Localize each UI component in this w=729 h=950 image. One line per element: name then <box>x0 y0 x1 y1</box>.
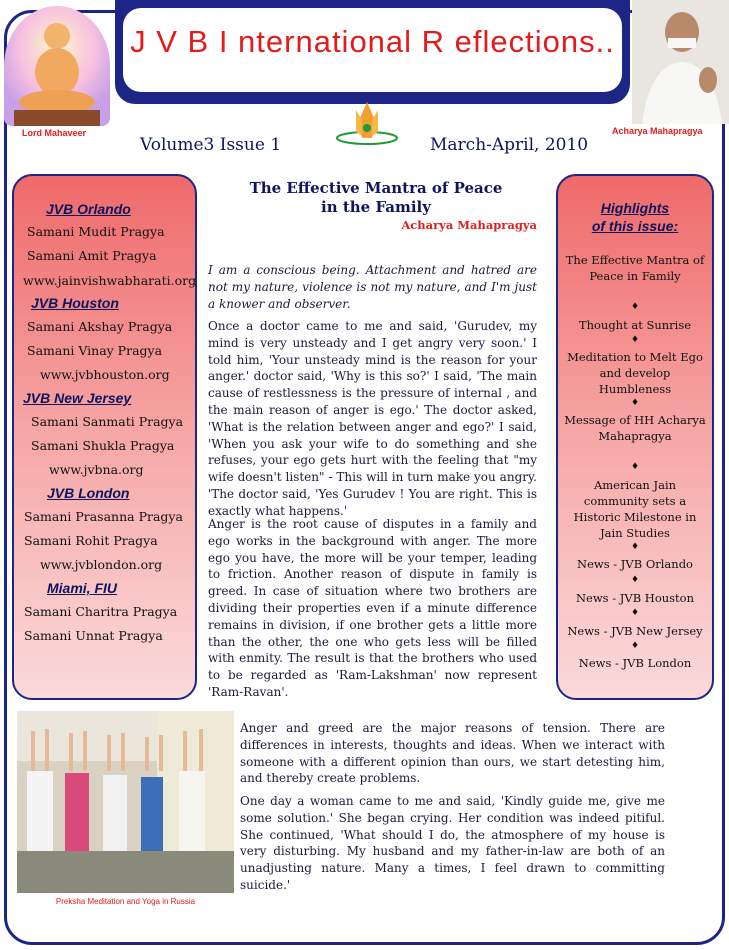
contact-line: Samani Sanmati Pragya <box>31 414 184 429</box>
orlando-heading: JVB Orlando <box>46 201 131 217</box>
article-intro: I am a conscious being. Attachment and hatred are not my nature, violence is not my nature, and I'm just a knower and observer. <box>208 263 537 311</box>
yoga-class-photo <box>17 711 234 893</box>
website-link[interactable]: www.jainvishwabharati.org <box>23 273 197 288</box>
highlight-item[interactable]: News - JVB London <box>578 656 692 670</box>
acharya-mahapragya-caption: Acharya Mahapragya <box>612 126 703 136</box>
contact-line: Samani Rohit Pragya <box>24 533 158 548</box>
website-link[interactable]: www.jvbna.org <box>49 462 144 477</box>
jvb-logo <box>334 96 400 154</box>
bullet-icon: ♦ <box>630 462 640 472</box>
london-heading: JVB London <box>47 485 130 501</box>
article-paragraph: Once a doctor came to me and said, 'Gurudev, my mind is very unsteady and I get angry very soon.' I told him, 'Your unsteady mind is the reason for your anger.' doctor said, 'Why is this so?' I said, 'The main cause of restlessness is the pressure of internal , and the main reason of anger is ego.' The doctor asked, 'What is the relation between anger and ego?' I said, 'When you ask your wife to do something and she refuses, your ego gets hurt with the feeling that "my wife doesn't listen" - This will in turn make you angry. 'The doctor said, 'Yes Gurudev ! You are right. This is exactly what happens.' <box>208 319 537 518</box>
highlight-item[interactable]: American Jain community sets a Historic Milestone in Jain Studies <box>573 478 697 540</box>
lord-mahaveer-caption: Lord Mahaveer <box>22 128 87 138</box>
highlights-subtitle: of this issue: <box>591 218 679 234</box>
bullet-icon: ♦ <box>630 641 640 651</box>
volume-issue: Volume3 Issue 1 <box>140 135 282 155</box>
highlight-item[interactable]: News - JVB Orlando <box>577 557 693 571</box>
miami-heading: Miami, FIU <box>47 580 118 596</box>
bullet-icon: ♦ <box>630 542 640 552</box>
article-title <box>206 179 546 217</box>
article-author: Acharya Mahapragya <box>401 218 537 232</box>
contact-line: Samani Shukla Pragya <box>31 438 175 453</box>
highlight-item[interactable]: Thought at Sunrise <box>578 318 692 332</box>
bullet-icon: ♦ <box>630 608 640 618</box>
bullet-icon: ♦ <box>630 575 640 585</box>
contact-line: Samani Vinay Pragya <box>27 343 163 358</box>
issue-date: March-April, 2010 <box>430 135 589 155</box>
article-paragraph: One day a woman came to me and said, 'Kindly guide me, give me some solution.' She began crying. Her condition was indeed pitiful. She continued, 'What should I do, the atmosphere of my house is very disturbing. My husband and my father-in-law are both of an unadjusting nature. Many a times, I feel drawn to committing suicide.' <box>240 794 665 892</box>
newsletter-title: J V B I nternational R eflections.. <box>130 24 615 59</box>
contact-line: Samani Akshay Pragya <box>27 319 173 334</box>
bullet-icon: ♦ <box>630 335 640 345</box>
bullet-icon: ♦ <box>630 302 640 312</box>
highlight-item[interactable]: Message of HH Acharya Mahapragya <box>564 413 706 443</box>
highlight-item[interactable]: News - JVB Houston <box>575 591 695 605</box>
lord-mahaveer-image <box>4 6 110 126</box>
article-paragraph: Anger and greed are the major reasons of tension. There are differences in interests, thoughts and ideas. When we interact with someone with a different opinion than ours, we start detesting him, and thereby create problems. <box>240 721 665 786</box>
website-link[interactable]: www.jvbhouston.org <box>40 367 170 382</box>
houston-heading: JVB Houston <box>31 295 119 311</box>
contact-line: Samani Mudit Pragya <box>27 224 165 239</box>
photo-caption: Preksha Meditation and Yoga in Russia <box>55 897 196 906</box>
contact-line: Samani Amit Pragya <box>27 248 157 263</box>
new-jersey-heading: JVB New Jersey <box>23 390 132 406</box>
article-title-line: The Effective Mantra of Peace <box>249 179 503 197</box>
contact-line: Samani Unnat Pragya <box>24 628 163 643</box>
article-title-line: in the Family <box>321 198 431 216</box>
highlight-item[interactable]: News - JVB New Jersey <box>567 624 703 638</box>
website-link[interactable]: www.jvblondon.org <box>40 557 163 572</box>
highlights-title: Highlights <box>600 200 670 216</box>
highlight-item[interactable]: The Effective Mantra of Peace in Family <box>565 253 705 283</box>
article-paragraph: Anger is the root cause of disputes in a family and ego works in the background with anger. The more ego you have, the more will be your temper, leading to friction. Another reason of dispute in family is greed. In case of situation where two brothers are dividing their properties even if a minute difference remains in division, if one brother gets a little more than the other, the one who gets less will be filled with enmity. The result is that the brothers who used to be regarded as 'Ram-Lakshman' now represent 'Ram-Ravan'. <box>208 517 537 699</box>
bullet-icon: ♦ <box>630 398 640 408</box>
acharya-mahapragya-image <box>632 0 729 124</box>
highlight-item[interactable]: Meditation to Melt Ego and develop Humbleness <box>567 350 703 396</box>
contact-line: Samani Charitra Pragya <box>24 604 178 619</box>
contact-line: Samani Prasanna Pragya <box>24 509 183 524</box>
